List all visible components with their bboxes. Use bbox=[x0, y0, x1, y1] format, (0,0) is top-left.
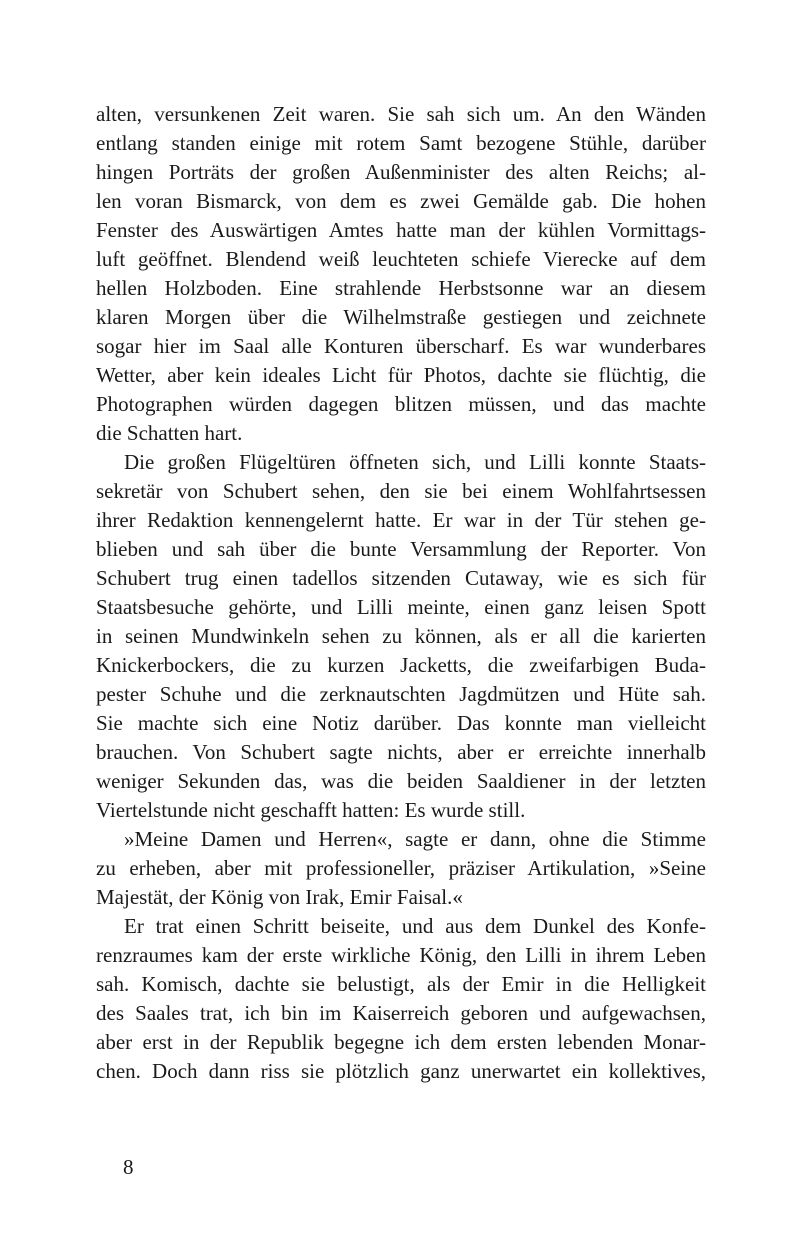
text-line: ihrer Redaktion kennengelernt hatte. Er war in der Tür stehen ge- bbox=[96, 508, 706, 532]
text-line: brauchen. Von Schubert sagte nichts, aber er erreichte innerhalb bbox=[96, 740, 706, 764]
text-line: die Schatten hart. bbox=[96, 421, 243, 445]
paragraph-3 bbox=[96, 825, 706, 912]
text-line: sekretär von Schubert sehen, den sie bei einem Wohlfahrtsessen bbox=[96, 479, 706, 503]
text-line: len voran Bismarck, von dem es zwei Gemälde gab. Die hohen bbox=[96, 189, 706, 213]
text-line: blieben und sah über die bunte Versammlung der Reporter. Von bbox=[96, 537, 706, 561]
text-line: Photographen würden dagegen blitzen müssen, und das machte bbox=[96, 392, 706, 416]
paragraph-4 bbox=[96, 912, 706, 1086]
text-line: sah. Komisch, dachte sie belustigt, als der Emir in die Helligkeit bbox=[96, 972, 706, 996]
text-line: Sie machte sich eine Notiz darüber. Das konnte man vielleicht bbox=[96, 711, 706, 735]
text-line: chen. Doch dann riss sie plötzlich ganz unerwartet ein kollektives, bbox=[96, 1059, 706, 1083]
text-line: pester Schuhe und die zerknautschten Jagdmützen und Hüte sah. bbox=[96, 682, 706, 706]
text-line: Majestät, der König von Irak, Emir Faisal.« bbox=[96, 885, 463, 909]
page-number: 8 bbox=[123, 1155, 134, 1179]
text-line: sogar hier im Saal alle Konturen überscharf. Es war wunderbares bbox=[96, 334, 706, 358]
text-line: aber erst in der Republik begegne ich dem ersten lebenden Monar- bbox=[96, 1030, 706, 1054]
text-line: des Saales trat, ich bin im Kaiserreich geboren und aufgewachsen, bbox=[96, 1001, 706, 1025]
paragraph-2 bbox=[96, 448, 706, 825]
text-line: renzraumes kam der erste wirkliche König, den Lilli in ihrem Leben bbox=[96, 943, 706, 967]
text-line: Wetter, aber kein ideales Licht für Photos, dachte sie flüchtig, die bbox=[96, 363, 706, 387]
text-line: alten, versunkenen Zeit waren. Sie sah sich um. An den Wänden bbox=[96, 102, 706, 126]
text-line: weniger Sekunden das, was die beiden Saaldiener in der letzten bbox=[96, 769, 706, 793]
text-line: Fenster des Auswärtigen Amtes hatte man der kühlen Vormittags- bbox=[96, 218, 706, 242]
text-line: entlang standen einige mit rotem Samt bezogene Stühle, darüber bbox=[96, 131, 706, 155]
text-line: Schubert trug einen tadellos sitzenden Cutaway, wie es sich für bbox=[96, 566, 706, 590]
text-line: Die großen Flügeltüren öffneten sich, und Lilli konnte Staats- bbox=[124, 450, 706, 474]
text-line: hellen Holzboden. Eine strahlende Herbstsonne war an diesem bbox=[96, 276, 706, 300]
text-line: Staatsbesuche gehörte, und Lilli meinte, einen ganz leisen Spott bbox=[96, 595, 706, 619]
text-line: klaren Morgen über die Wilhelmstraße gestiegen und zeichnete bbox=[96, 305, 706, 329]
text-line: Er trat einen Schritt beiseite, und aus dem Dunkel des Konfe- bbox=[124, 914, 706, 938]
text-line: zu erheben, aber mit professioneller, präziser Artikulation, »Seine bbox=[96, 856, 706, 880]
body-text bbox=[96, 100, 706, 1086]
text-line: Viertelstunde nicht geschafft hatten: Es wurde still. bbox=[96, 798, 526, 822]
text-line: »Meine Damen und Herren«, sagte er dann, ohne die Stimme bbox=[124, 827, 706, 851]
paragraph-1 bbox=[96, 100, 706, 448]
text-line: luft geöffnet. Blendend weiß leuchteten schiefe Vierecke auf dem bbox=[96, 247, 706, 271]
text-line: in seinen Mundwinkeln sehen zu können, als er all die karierten bbox=[96, 624, 706, 648]
text-line: hingen Porträts der großen Außenminister des alten Reichs; al- bbox=[96, 160, 706, 184]
text-line: Knickerbockers, die zu kurzen Jacketts, die zweifarbigen Buda- bbox=[96, 653, 706, 677]
